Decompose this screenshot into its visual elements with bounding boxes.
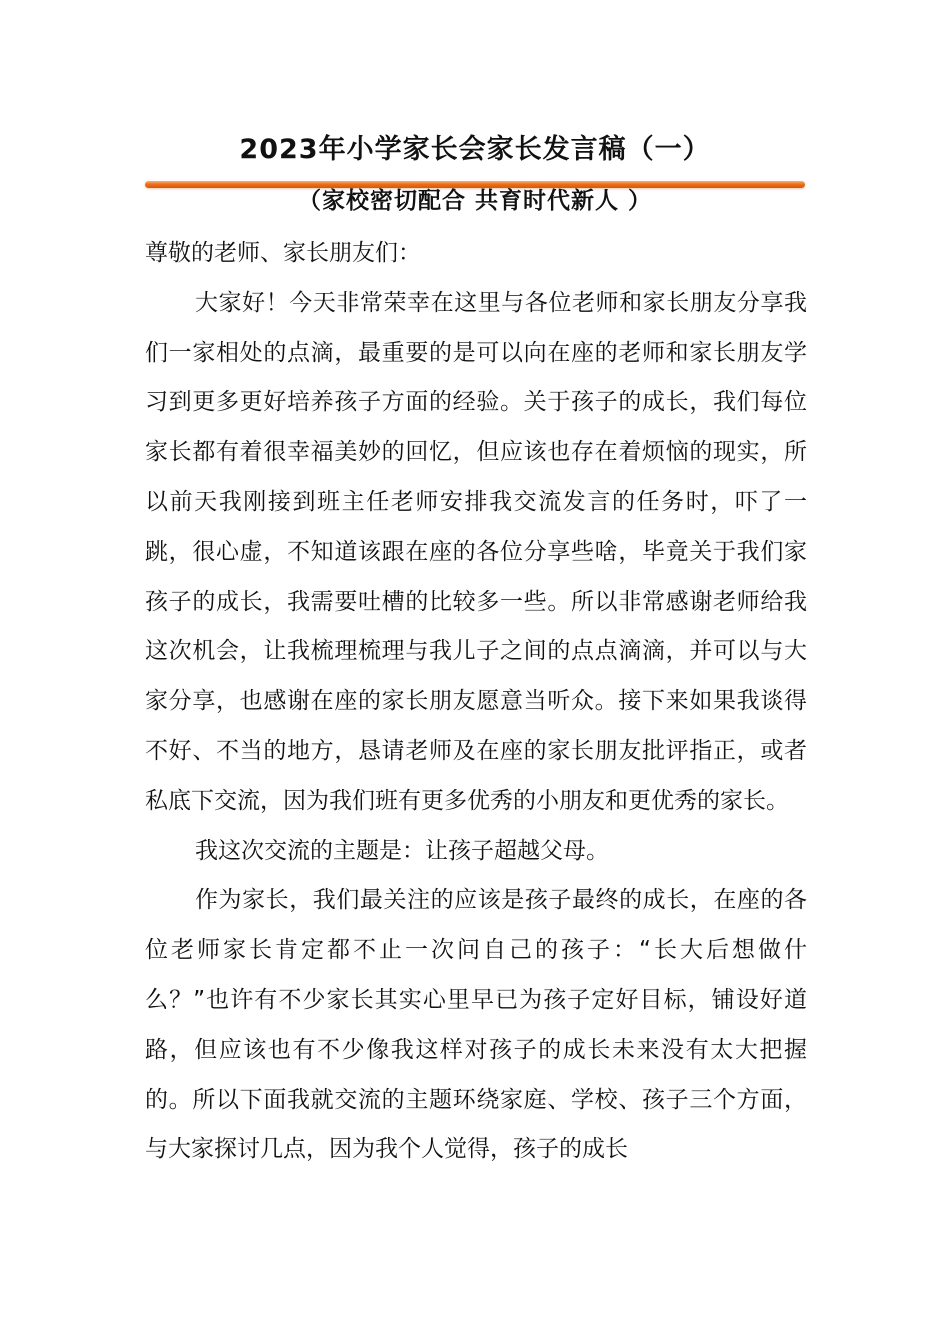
document-title: 2023年小学家长会家长发言稿（一） <box>239 134 711 165</box>
paragraph-opening: 大家好！今天非常荣幸在这里与各位老师和家长朋友分享我们一家相处的点滴，最重要的是可以向在座的老师和家长朋友学习到更多更好培养孩子方面的经验。关于孩子的成长，我们每位家长都有着很幸福美妙的回忆，但应该也存在着烦恼的现实，所以前天我刚接到班主任老师安排我交流发言的任务时，吓了一跳，很心虚，不知道该跟在座的各位分享些啥，毕竟关于我们家孩子的成长，我需要吐槽的比较多一些。所以非常感谢老师给我这次机会，让我梳理梳理与我儿子之间的点点滴滴，并可以与大家分享，也感谢在座的家长朋友愿意当听众。接下来如果我谈得不好、不当的地方，恳请老师及在座的家长朋友批评指正，或者私底下交流，因为我们班有更多优秀的小朋友和更优秀的家长。 <box>145 289 807 814</box>
paragraph-parent-focus: 作为家长，我们最关注的应该是孩子最终的成长，在座的各位老师家长肯定都不止一次问自己的孩子：“长大后想做什么？”也许有不少家长其实心里早已为孩子定好目标，铺设好道路，但应该也有不少像我这样对孩子的成长未来没有太大把握的。所以下面我就交流的主题环绕家庭、学校、孩子三个方面，与大家探讨几点，因为我个人觉得，孩子的成长 <box>145 887 807 1163</box>
speech-body <box>145 229 807 1175</box>
salutation: 尊敬的老师、家长朋友们： <box>145 240 421 266</box>
paragraph-theme: 我这次交流的主题是：让孩子超越父母。 <box>195 837 609 864</box>
document-subtitle: （家校密切配合 共育时代新人 ） <box>297 188 652 214</box>
